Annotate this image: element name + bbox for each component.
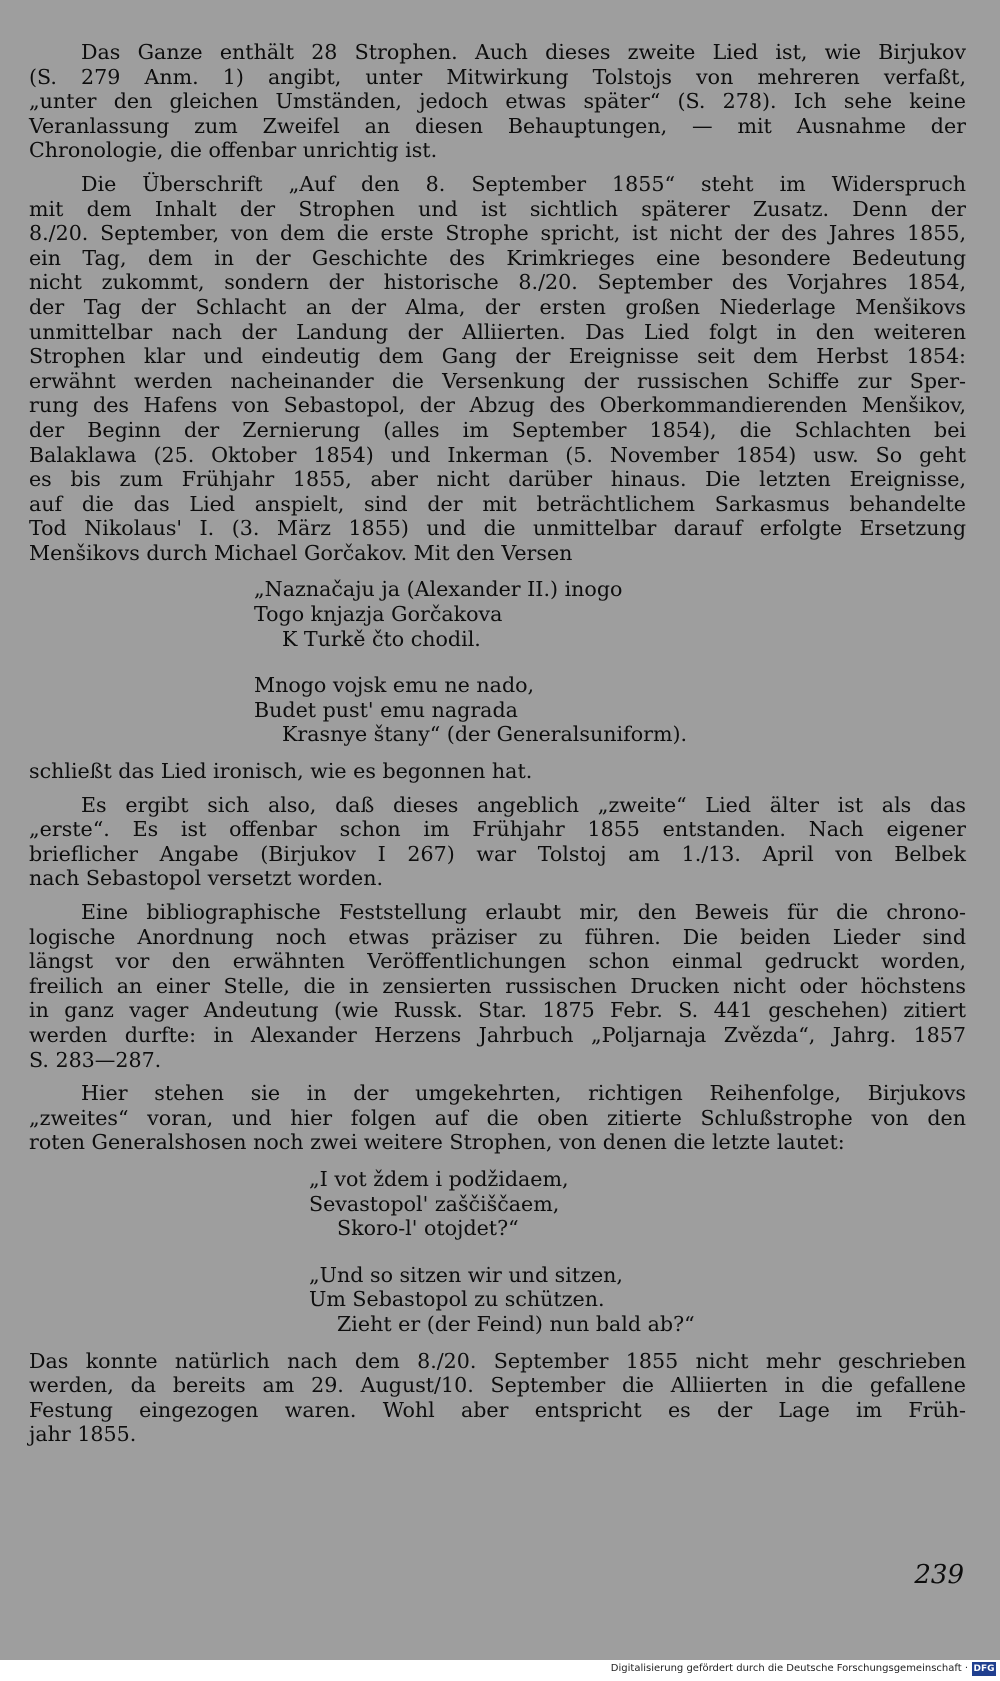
verse-line: Sevastopol' zaščiščaem, [309,1191,560,1216]
paragraph [29,1349,966,1447]
text-line: roten Generalshosen noch zwei weitere Strophen, von denen die letzte lautet: [29,1130,845,1155]
verse-stanza [29,1263,966,1337]
text-line: „unter den gleichen Umständen, jedoch etwas später“ (S. 278). Ich sehe keine [29,89,966,114]
paragraph [29,40,966,163]
verse-stanza [29,1167,966,1241]
text-line: erwähnt werden nacheinander die Versenkung der russischen Schiffe zur Sper- [29,368,966,393]
text-line: nicht zukommt, sondern der historische 8./20. September des Vorjahres 1854, [29,270,966,295]
text-line: 8./20. September, von dem die erste Strophe spricht, ist nicht der des Jahres 1855, [29,221,966,246]
text-line: schließt das Lied ironisch, wie es begonnen hat. [29,759,533,784]
text-line: nach Sebastopol versetzt worden. [29,866,384,891]
verse-line: Um Sebastopol zu schützen. [309,1287,605,1312]
page-number: 239 [914,1560,964,1590]
text-line: „zweites“ voran, und hier folgen auf die oben zitierte Schlußstrophe von den [29,1105,966,1130]
text-line: in ganz vager Andeutung (wie Russk. Star. 1875 Febr. S. 441 geschehen) zitiert [29,998,966,1023]
text-line: jahr 1855. [29,1422,137,1447]
verse-line: K Turkě čto chodil. [282,626,481,651]
verse-line: Togo knjazja Gorčakova [254,602,503,627]
text-line: Das konnte natürlich nach dem 8./20. September 1855 nicht mehr geschrieben [29,1348,966,1373]
verse-stanza [29,577,966,651]
text-line: es bis zum Frühjahr 1855, aber nicht darüber hinaus. Die letzten Ereignisse, [29,467,966,492]
text-line: Festung eingezogen waren. Wohl aber entspricht es der Lage im Früh- [29,1397,966,1422]
text-line: S. 283—287. [29,1047,162,1072]
verse-line: „I vot ždem i podžidaem, [309,1166,569,1191]
text-line: Hier stehen sie in der umgekehrten, richtigen Reihenfolge, Birjukovs [81,1081,966,1106]
footer-bar [0,1660,1000,1681]
verse-stanza [29,673,966,747]
text-line: werden durfte: in Alexander Herzens Jahrbuch „Poljarnaja Zvězda“, Jahrg. 1857 [29,1022,966,1047]
text-line: Menšikovs durch Michael Gorčakov. Mit den Versen [29,540,573,565]
text-line: ein Tag, dem in der Geschichte des Krimkrieges eine besondere Bedeutung [29,245,966,270]
page-body [29,40,966,1456]
text-line: logische Anordnung noch etwas präziser zu führen. Die beiden Lieder sind [29,924,966,949]
text-line: Tod Nikolaus' I. (3. März 1855) und die unmittelbar darauf erfolgte Ersetzung [29,516,966,541]
verse-line: „Naznačaju ja (Alexander II.) inogo [254,577,623,602]
verse-line: Zieht er (der Feind) nun bald ab?“ [337,1311,695,1336]
verse-line: Skoro-l' otojdet?“ [337,1216,519,1241]
text-line: Chronologie, die offenbar unrichtig ist. [29,138,438,163]
verse-quote [29,1167,966,1337]
text-line: der Beginn der Zernierung (alles im September 1854), die Schlachten bei [29,417,966,442]
text-line: Balaklawa (25. Oktober 1854) und Inkerman (5. November 1854) usw. So geht [29,442,966,467]
text-line: freilich an einer Stelle, die in zensierten russischen Drucken nicht oder höchstens [29,973,966,998]
text-line: Die Überschrift „Auf den 8. September 1855“ steht im Widerspruch [81,171,966,196]
verse-line: „Und so sitzen wir und sitzen, [309,1262,623,1287]
funding-note: Digitalisierung gefördert durch die Deutsche Forschungsgemeinschaft · [610,1663,968,1674]
text-line: werden, da bereits am 29. August/10. September die Alliierten in die gefallene [29,1373,966,1398]
text-line: der Tag der Schlacht an der Alma, der ersten großen Niederlage Menšikovs [29,294,966,319]
paragraph [29,793,966,891]
verse-line: Krasnye štany“ (der Generalsuniform). [282,722,688,747]
text-line: Das Ganze enthält 28 Strophen. Auch dieses zweite Lied ist, wie Birjukov [81,40,966,64]
text-line: rung des Hafens von Sebastopol, der Abzug des Oberkommandierenden Menšikov, [29,393,966,418]
text-line: längst vor den erwähnten Veröffentlichungen schon einmal gedruckt worden, [29,949,966,974]
text-line: Veranlassung zum Zweifel an diesen Behauptungen, — mit Ausnahme der [29,113,966,138]
text-line: Es ergibt sich also, daß dieses angeblich „zweite“ Lied älter ist als das [81,792,966,817]
paragraph [29,1081,966,1155]
text-line: Eine bibliographische Feststellung erlaubt mir, den Beweis für die chrono- [81,900,966,924]
text-line: mit dem Inhalt der Strophen und ist sichtlich späterer Zusatz. Denn der [29,196,966,221]
text-line: unmittelbar nach der Landung der Alliierten. Das Lied folgt in den weiteren [29,319,966,344]
verse-quote [29,577,966,747]
verse-line: Mnogo vojsk emu ne nado, [254,673,535,698]
paragraph [29,172,966,566]
paragraph [29,900,966,1072]
text-line: auf die das Lied anspielt, sind der mit beträchtlichem Sarkasmus behandelte [29,491,966,516]
text-line: Strophen klar und eindeutig dem Gang der Ereignisse seit dem Herbst 1854: [29,344,966,369]
text-line: (S. 279 Anm. 1) angibt, unter Mitwirkung Tolstojs von mehreren verfaßt, [29,64,966,89]
dfg-logo: DFG [973,1664,995,1674]
text-line: brieflicher Angabe (Birjukov I 267) war Tolstoj am 1./13. April von Belbek [29,841,966,866]
verse-line: Budet pust' emu nagrada [254,697,518,722]
text-line: „erste“. Es ist offenbar schon im Frühjahr 1855 entstanden. Nach eigener [29,817,966,842]
paragraph [29,759,966,784]
